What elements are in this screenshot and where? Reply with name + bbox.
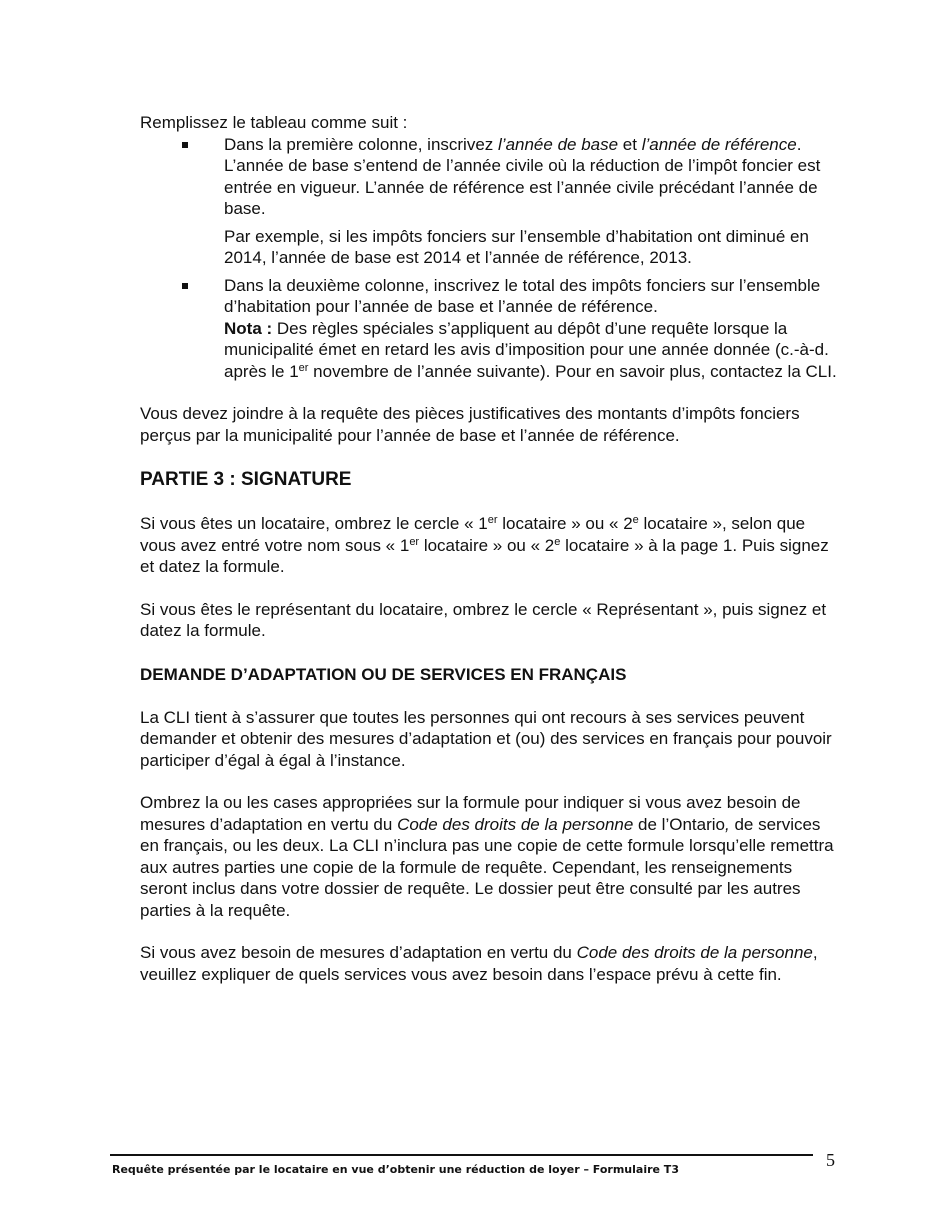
- part3-heading: PARTIE 3 : SIGNATURE: [140, 469, 352, 490]
- square-bullet-icon: [182, 142, 188, 148]
- list-item: [140, 134, 840, 269]
- representative-signature-paragraph: Si vous êtes le représentant du locataire, ombrez le cercle « Représentant », puis signez et datez la formule.: [140, 599, 827, 640]
- example-paragraph: Par exemple, si les impôts fonciers sur l’ensemble d’habitation ont diminué en 2014, l’année de base est 2014 et l’année de référence, 2013.: [224, 226, 809, 267]
- supporting-documents-paragraph: Vous devez joindre à la requête des pièces justificatives des montants d’impôts fonciers perçus par la municipalité pour l’année de base et l’année de référence.: [140, 404, 800, 445]
- bullet-text: Dans la deuxième colonne, inscrivez le total des impôts fonciers sur l’ensemble d’habitation pour l’année de base et l’année de référence. Nota : Des règles spéciales s’appliquent au dépôt d’une requête lorsque la municipalité émet en retard les avis d’imposition pour une année donnée (c.-à-d. après le 1er novembre de l’année suivante). Pour en savoir plus, contactez la CLI.: [224, 275, 837, 381]
- footer-title: Requête présentée par le locataire en vue d’obtenir une réduction de loyer – Formulaire T3: [112, 1163, 679, 1176]
- accommodation-heading: DEMANDE D’ADAPTATION OU DE SERVICES EN FRANÇAIS: [140, 664, 627, 684]
- square-bullet-icon: [182, 283, 188, 289]
- tenant-signature-paragraph: Si vous êtes un locataire, ombrez le cercle « 1er locataire » ou « 2e locataire », selon que vous avez entré votre nom sous « 1er locataire » ou « 2e locataire » à la page 1. Puis signez et datez la formule.: [140, 514, 829, 576]
- footer-divider: [110, 1154, 813, 1156]
- document-body: [140, 112, 840, 985]
- nota-label: Nota :: [224, 318, 273, 338]
- instruction-list: [140, 134, 840, 383]
- intro-paragraph: Remplissez le tableau comme suit :: [140, 113, 408, 132]
- emphasis-code: Code des droits de la personne: [397, 814, 634, 834]
- accommodation-paragraph-3: Si vous avez besoin de mesures d’adaptation en vertu du Code des droits de la personne, veuillez expliquer de quels services vous avez besoin dans l’espace prévu à cette fin.: [140, 943, 818, 984]
- emphasis-reference-year: l’année de référence: [641, 134, 797, 154]
- emphasis-base-year: l’année de base: [498, 134, 619, 154]
- bullet-text: Dans la première colonne, inscrivez l’année de base et l’année de référence. L’année de base s’entend de l’année civile où la réduction de l’impôt foncier est entrée en vigueur. L’année de référence est l’année civile précédant l’année de base.: [224, 134, 821, 218]
- list-item: [140, 275, 840, 383]
- accommodation-paragraph-1: La CLI tient à s’assurer que toutes les personnes qui ont recours à ses services peuvent demander et obtenir des mesures d’adaptation et (ou) des services en français pour pouvoir participer d’égal à égal à l’instance.: [140, 707, 832, 770]
- emphasis-code: Code des droits de la personne: [576, 943, 813, 962]
- page-number: 5: [826, 1150, 835, 1170]
- accommodation-paragraph-2: Ombrez la ou les cases appropriées sur la formule pour indiquer si vous avez besoin de mesures d’adaptation en vertu du Code des droits de la personne de l’Ontario, de services en français, ou les deux. La CLI n’inclura pas une copie de cette formule lorsqu’elle remettra aux autres parties une copie de la formule de requête. Cependant, les renseignements seront inclus dans votre dossier de requête. Le dossier peut être consulté par les autres parties à la requête.: [140, 793, 834, 920]
